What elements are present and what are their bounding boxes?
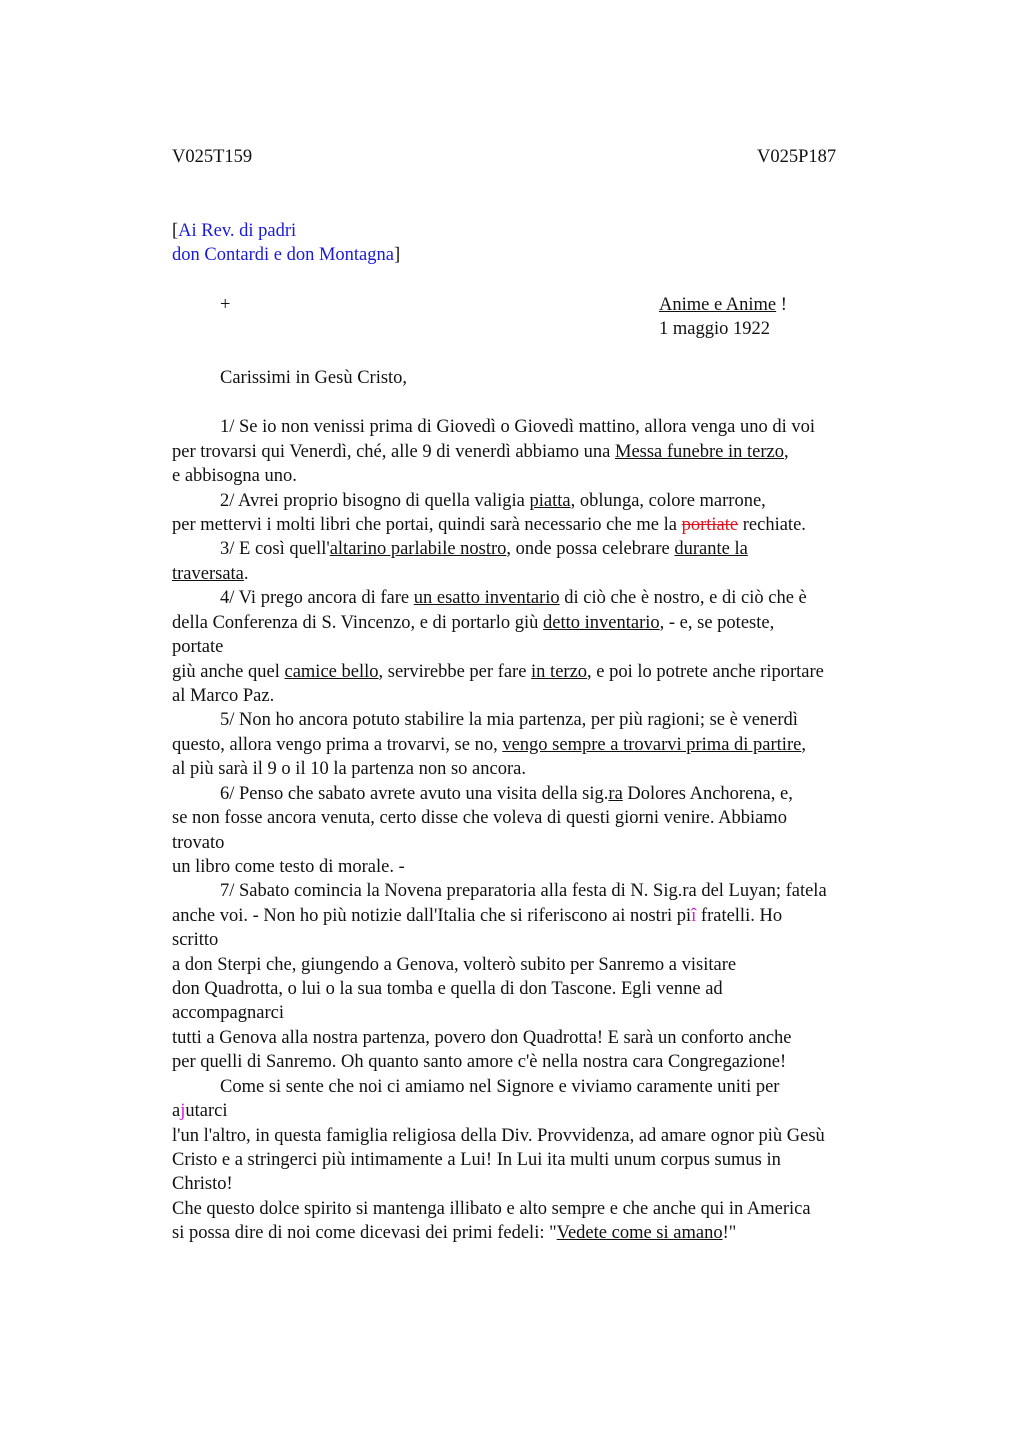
motto xyxy=(659,295,787,316)
bracket: [ xyxy=(172,221,179,241)
underlined-text: piatta xyxy=(529,491,571,511)
body-line xyxy=(172,1101,227,1122)
text: 2/ Avrei proprio bisogno di quella valigia xyxy=(220,491,530,511)
text: a xyxy=(172,1101,181,1121)
underlined-text: Messa funebre in terzo xyxy=(615,442,785,462)
text: della Conferenza di S. Vincenzo, e di portarlo giù xyxy=(172,613,544,633)
body-line xyxy=(220,588,807,609)
body-line xyxy=(172,662,824,683)
body-line: al più sarà il 9 o il 10 la partenza non so ancora. xyxy=(172,759,526,779)
text: si possa dire di noi come dicevasi dei primi fedeli: " xyxy=(172,1223,557,1243)
body-line: scritto xyxy=(172,930,219,950)
underlined-text: durante la xyxy=(674,539,748,559)
text: 4/ Vi prego ancora di fare xyxy=(220,588,414,608)
body-line: per quelli di Sanremo. Oh quanto santo amore c'è nella nostra cara Congregazione! xyxy=(172,1052,787,1072)
text: utarci xyxy=(185,1101,228,1121)
body-line xyxy=(220,539,748,560)
body-line: Christo! xyxy=(172,1174,233,1194)
letter-date: 1 maggio 1922 xyxy=(659,319,770,339)
correction-mark: j xyxy=(180,1101,186,1121)
text: Dolores Anchorena, e, xyxy=(622,784,793,804)
body-line: al Marco Paz. xyxy=(172,686,275,706)
motto-suffix: ! xyxy=(776,295,787,315)
body-line xyxy=(172,1223,736,1244)
text: , onde possa celebrare xyxy=(506,539,675,559)
body-line: trovato xyxy=(172,833,225,853)
underlined-text: traversata xyxy=(172,564,244,584)
addressee-text-2: don Contardi e don Montagna xyxy=(172,245,394,265)
body-line: l'un l'altro, in questa famiglia religiosa della Div. Provvidenza, ad amare ognor più Gesù xyxy=(172,1126,825,1146)
body-line: portate xyxy=(172,637,224,657)
correction-mark: î xyxy=(691,906,697,926)
addressee-line-2 xyxy=(172,245,400,266)
underlined-text: un esatto inventario xyxy=(413,588,560,608)
motto-text: Anime e Anime xyxy=(659,295,777,315)
underlined-text: camice bello xyxy=(284,662,379,682)
body-line: don Quadrotta, o lui o la sua tomba e quella di don Tascone. Egli venne ad xyxy=(172,979,723,999)
text: , xyxy=(801,735,806,755)
cross-symbol: + xyxy=(220,295,231,315)
body-line: un libro come testo di morale. - xyxy=(172,857,405,877)
body-line: accompagnarci xyxy=(172,1003,284,1023)
addressee-text-1: Ai Rev. di padri xyxy=(178,221,297,241)
text: fratelli. Ho xyxy=(696,906,783,926)
body-line: e abbisogna uno. xyxy=(172,466,297,486)
text: rechiate. xyxy=(738,515,806,535)
body-line: 1/ Se io non venissi prima di Giovedì o Giovedì mattino, allora venga uno di voi xyxy=(220,417,815,437)
underlined-text: ra xyxy=(608,784,623,804)
text: !" xyxy=(722,1223,737,1243)
body-line xyxy=(172,515,806,536)
body-line: 7/ Sabato comincia la Novena preparatoria alla festa di N. Sig.ra del Luyan; fatela xyxy=(220,881,827,901)
text: , e poi lo potrete anche riportare xyxy=(587,662,824,682)
body-line xyxy=(172,564,249,585)
body-line xyxy=(220,784,793,805)
underlined-text: Vedete come si amano xyxy=(556,1223,723,1243)
text: . xyxy=(243,564,249,584)
addressee-line-1 xyxy=(172,221,296,242)
text: , oblunga, colore marrone, xyxy=(570,491,766,511)
body-line: a don Sterpi che, giungendo a Genova, volterò subito per Sanremo a visitare xyxy=(172,955,737,975)
text: 6/ Penso che sabato avrete avuto una visita della sig. xyxy=(220,784,609,804)
body-line: se non fosse ancora venuta, certo disse che voleva di questi giorni venire. Abbiamo xyxy=(172,808,787,828)
document-code-right: V025P187 xyxy=(757,147,837,167)
text: , - e, se poteste, xyxy=(659,613,775,633)
body-line: tutti a Genova alla nostra partenza, povero don Quadrotta! E sarà un conforto anche xyxy=(172,1028,792,1048)
text: anche voi. - Non ho più notizie dall'Italia che si riferiscono ai nostri pi xyxy=(172,906,692,926)
underlined-text: altarino parlabile nostro xyxy=(329,539,507,559)
body-line xyxy=(172,442,789,463)
text: , xyxy=(784,442,789,462)
underlined-text: vengo sempre a trovarvi prima di partire xyxy=(502,735,802,755)
text: per mettervi i molti libri che portai, quindi sarà necessario che me la xyxy=(172,515,682,535)
struck-text: portiate xyxy=(681,515,739,535)
underlined-text: in terzo xyxy=(531,662,588,682)
body-line xyxy=(172,906,782,927)
body-line xyxy=(172,735,806,756)
text: 3/ E così quell' xyxy=(220,539,330,559)
body-line xyxy=(172,613,774,634)
text: per trovarsi qui Venerdì, ché, alle 9 di venerdì abbiamo una xyxy=(172,442,615,462)
bracket: ] xyxy=(393,245,401,265)
text: di ciò che è nostro, e di ciò che è xyxy=(559,588,807,608)
body-line: Come si sente che noi ci amiamo nel Signore e viviamo caramente uniti per xyxy=(220,1077,780,1097)
body-line xyxy=(220,491,766,512)
body-line: 5/ Non ho ancora potuto stabilire la mia partenza, per più ragioni; se è venerdì xyxy=(220,710,798,730)
body-line: Che questo dolce spirito si mantenga illibato e alto sempre e che anche qui in America xyxy=(172,1199,811,1219)
salutation: Carissimi in Gesù Cristo, xyxy=(220,368,408,388)
text: , servirebbe per fare xyxy=(378,662,532,682)
document-code-left: V025T159 xyxy=(172,147,253,167)
underlined-text: detto inventario xyxy=(543,613,660,633)
text: giù anche quel xyxy=(172,662,285,682)
body-line: Cristo e a stringerci più intimamente a Lui! In Lui ita multi unum corpus sumus in xyxy=(172,1150,781,1170)
text: questo, allora vengo prima a trovarvi, se no, xyxy=(172,735,503,755)
